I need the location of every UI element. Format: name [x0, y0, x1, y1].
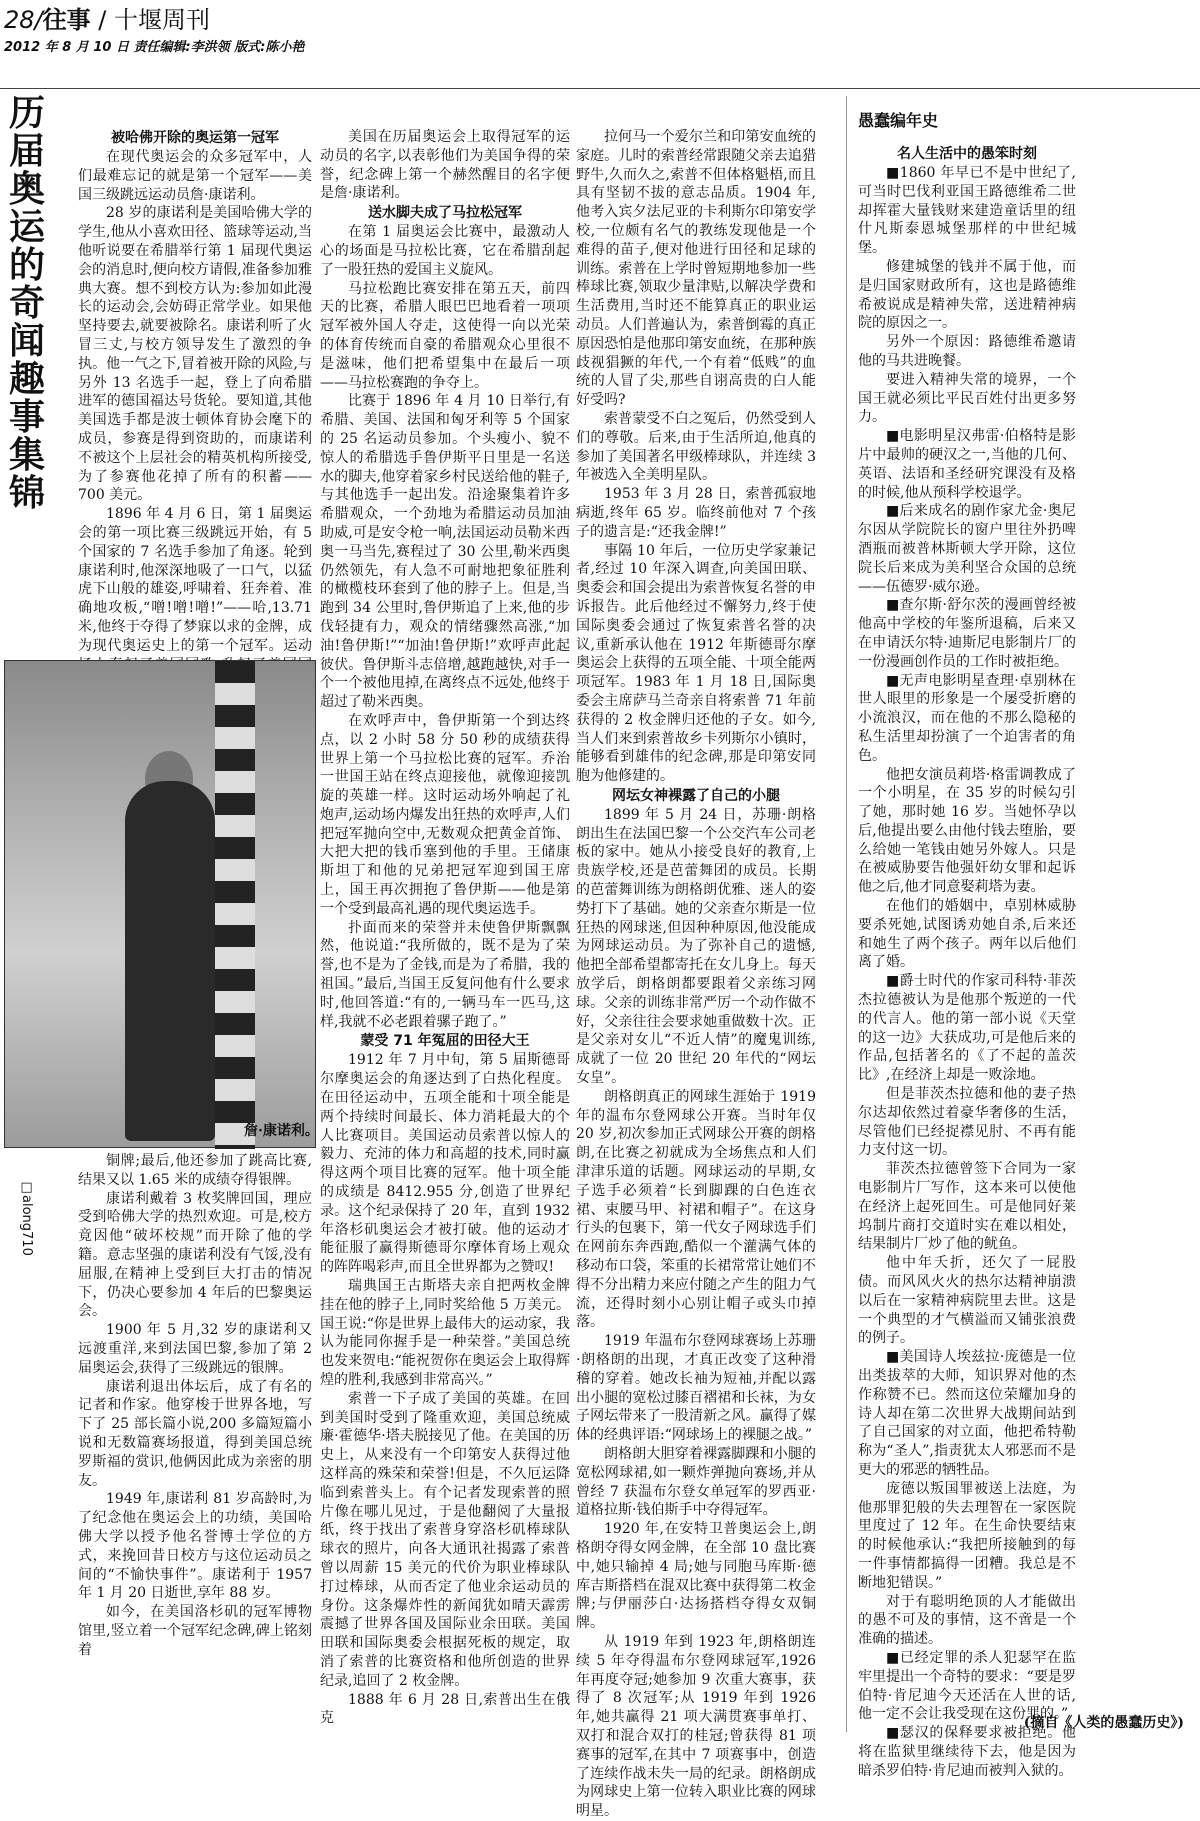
col1b-paragraph: 康诺利戴着 3 枚奖牌回国，理应受到哈佛大学的热烈欢迎。可是,校方竟因他“破坏校规”而开除了他的学籍。意志坚强的康诺利没有气馁,没有屈服,在精神上受到巨大打击的情况下，仍决心要参加 4 年后的巴黎奥运会。	[78, 1190, 312, 1320]
col4-paragraph: 庞德以叛国罪被送上法庭，为他那罪犯般的失去理智在一家医院里度过了 12 年。在生命快要结束的时候他承认:“我把所接触到的每一件事情都搞得一团糟。我总是不断地犯错误。”	[858, 1480, 1076, 1591]
col2-paragraph: 比赛于 1896 年 4 月 10 日举行,有希腊、美国、法国和匈牙利等 5 个国家的 25 名运动员参加。个头瘦小、貌不惊人的希腊选手鲁伊斯平日里是一名送水的脚夫,他穿着家乡村民送给他的鞋子,与其他选手一起出发。沿途聚集着许多希腊观众，一个劲地为希腊运动员加油助威,可是安令枪一响,法国运动员勒米西奥一马当先,赛程过了 30 公里,勒米西奥仍然领先，有人急不可耐地把象征胜利的橄榄枝环套到了他的脖子上。但是,当跑到 34 公里时,鲁伊斯追了上来,他的步伐轻捷有力，观众的情绪骤然高涨,“加油!鲁伊斯!”“加油!鲁伊斯!”欢呼声此起彼伏。鲁伊斯斗志倍增,越跑越快,对手一个一个被他甩掉,在离终点不远处,他终于超过了勒米西奥。	[320, 393, 570, 711]
page-header	[4, 4, 424, 64]
col1-heading: 被哈佛开除的奥运第一冠军	[111, 130, 279, 146]
title-separator: /	[98, 6, 107, 34]
section-name: 往事	[42, 6, 91, 34]
column-4	[858, 144, 1076, 1779]
author-tag: □along710	[19, 1180, 34, 1256]
title-char: 闻	[8, 320, 45, 362]
column-divider	[846, 96, 847, 1732]
title-char: 届	[8, 130, 45, 172]
col4-paragraph: 另外一个原因：路德维希邀请他的马共进晚餐。	[858, 334, 1076, 369]
col1b-paragraph: 如今，在美国洛杉矶的冠军博物馆里,竖立着一个冠军纪念碑,碑上铭刻着	[78, 1604, 312, 1658]
col1b-paragraph: 康诺利退出体坛后，成了有名的记者和作家。他穿梭于世界各地，写下了 25 部长篇小说,200 多篇短篇小说和无数篇赛场报道，得到美国总统罗斯福的赏识,他俩因此成为亲密的朋友。	[78, 1378, 312, 1489]
title-char: 运	[8, 206, 45, 248]
col4-paragraph: 对于有聪明绝顶的人才能做出的愚不可及的事情，这不啻是一个准确的描述。	[858, 1593, 1076, 1648]
column-1-continued	[78, 1152, 312, 1736]
title-char: 趣	[8, 358, 45, 400]
photo-caption: 詹·康诺利。	[244, 1123, 319, 1139]
col2-intro: 美国在历届奥运会上取得冠军的运动员的名字,以表彰他们为美国争得的荣誉，纪念碑上第一个赫然醒目的名字便是詹·康诺利。	[320, 129, 570, 202]
title-char: 奥	[8, 168, 45, 210]
col1b-paragraph: 1949 年,康诺利 81 岁高龄时,为了纪念他在奥运会上的功绩，美国哈佛大学以授予他名誉博士学位的方式，来挽回昔日校方与这位运动员之间的“不愉快事件”。康诺利于 1957 年 1 月 20 日逝世,享年 88 岁。	[78, 1491, 312, 1602]
photo-connolly	[4, 660, 316, 1148]
col4-paragraph: ■查尔斯·舒尔茨的漫画曾经被他高中学校的年鉴所退稿，后来又在申请沃尔特·迪斯尼电影制片厂的一份漫画创作员的工作时被拒绝。	[858, 597, 1076, 670]
col3-paragraph: 朗格朗大胆穿着裸露脚踝和小腿的宽松网球裙,如一颗炸弹抛向赛场,并从曾经 7 获温布尔登女单冠军的罗西亚·道格拉斯·钱伯斯手中夺得冠军。	[576, 1445, 816, 1519]
source-credit: (摘自《人类的愚蠢历史》)	[1023, 1715, 1184, 1731]
title-char: 集	[8, 434, 45, 476]
title-char: 事	[8, 396, 45, 438]
col3-paragraph: 索普蒙受不白之冤后，仍然受到人们的尊敬。后来,由于生活所迫,他真的参加了美国著名甲级棒球队，并连续 3 年被选入全美明星队。	[576, 410, 816, 484]
col2-heading-2: 蒙受 71 年冤屈的田径大王	[360, 1033, 530, 1050]
col3-paragraph: 1953 年 3 月 28 日，索普孤寂地病逝,终年 65 岁。临终前他对 7 个孩子的遗言是:“还我金牌!”	[576, 486, 816, 540]
date-editor-line: 2012 年 8 月 10 日 责任编辑:李洪领 版式:陈小艳	[4, 40, 305, 55]
col2-paragraph: 在欢呼声中，鲁伊斯第一个到达终点，以 2 小时 58 分 50 秒的成绩获得世界上第一个马拉松比赛的冠军。乔治一世国王站在终点迎接他，就像迎接凯旋的英雄一样。这时运动场外响起了礼炮声,运动场内爆发出狂热的欢呼声,人们把冠军抛向空中,无数观众把黄金首饰、大把大把的钱币塞到他的手里。王储康斯坦丁和他的兄弟把冠军迎到国王席上，国王再次拥抱了鲁伊斯——他是第一个受到最高礼遇的现代奥运选手。	[320, 712, 570, 917]
col2-paragraph: 瑞典国王古斯塔夫亲自把两枚金牌挂在他的脖子上,同时奖给他 5 万美元。国王说:“你是世界上最伟大的运动家，我认为能同你握手是一种荣誉。”美国总统也发来贺电:“能祝贺你在奥运会上取得辉煌的胜利,我感到非常高兴。”	[320, 1278, 570, 1388]
col4-heading: 名人生活中的愚笨时刻	[897, 146, 1037, 162]
col4-paragraph: 他把女演员莉塔·格雷调教成了一个小明星，在 35 岁的时候勾引了她，那时她 16 岁。当她怀孕以后,他提出要么由他付钱去堕胎，要么给她一笔钱由她另外嫁人。只是在被威胁要告他强奸幼女罪和起诉他之后,他才同意娶莉塔为妻。	[858, 766, 1076, 896]
header-rule	[0, 88, 1200, 89]
col3-heading: 网坛女神裸露了自己的小腿	[612, 787, 780, 804]
column-3	[576, 128, 816, 1820]
col4-paragraph: 在他们的婚姻中，卓别林威胁要杀死她,试图诱劝她自杀,后来还和她生了两个孩子。两年以后他们离了婚。	[858, 898, 1076, 971]
col3-paragraph: 1899 年 5 月 24 日，苏珊·朗格朗出生在法国巴黎一个公交汽车公司老板的家中。她从小接受良好的教育,上贵族学校,还是芭蕾舞团的成员。长期的芭蕾舞训练为朗格朗优雅、迷人的姿势打下了基础。她的父亲查尔斯是一位狂热的网球迷,但因种种原因,他没能成为网球运动员。为了弥补自己的遗憾,他把全部希望都寄托在女儿身上。每天放学后，朗格朗都要跟着父亲练习网球。父亲的训练非常严厉一个动作做不好，父亲往往会要求她重做数十次。正是父亲对女儿“不近人情”的魔鬼训练,成就了一位 20 世纪 20 年代的“网坛女皇”。	[576, 806, 816, 1087]
col1-paragraph: 1896 年 4 月 6 日，第 1 届奥运会的第一项比赛三级跳远开始，有 5 个国家的 7 名选手参加了角逐。轮到康诺利时,他深深地吸了一口气，以猛虎下山般的雄姿,呼啸着、狂奔着、准确地攻板,“噌!噌!噌!”——哈,13.71 米,他终于夺得了梦寐以求的金牌，成为现代奥运史上的第一个冠军。运动	[78, 506, 312, 654]
col3-paragraph: 1919 年温布尔登网球赛场上苏珊·朗格朗的出现，才真正改变了这种滑稽的穿着。她改长袖为短袖,并配以露出小腿的宽松过膝百褶裙和长袜，为女子网坛带来了一股清新之风。赢得了媒体的经典评语:“网球场上的裸腿之战。”	[576, 1333, 816, 1444]
col1b-paragraph: 1900 年 5 月,32 岁的康诺利又远渡重洋,来到法国巴黎,参加了第 2 届奥运会,获得了三级跳远的银牌。	[78, 1322, 312, 1376]
figure-body	[125, 781, 215, 1141]
col4-paragraph: 但是菲茨杰拉德和他的妻子热尔达却依然过着豪华奢侈的生活，尽管他们已经捉襟见肘、不再有能力支付这一切。	[858, 1086, 1076, 1159]
col3-paragraph: 事隔 10 年后，一位历史学家兼记者,经过 10 年深入调查,向美国田联、奥委会和国会提出为索普恢复名誉的申诉报告。此后他经过不懈努力,终于使国际奥委会通过了恢复索普名誉的决议,重新承认他在 1912 年斯德哥尔摩奥运会上获得的五项全能、十项全能两项冠军。1983 年 1 月 18 日,国际奥委会主席萨马兰奇亲自将索普 71 年前获得的 2 枚金牌归还他的子女。如今,当人们来到索普故乡卡列斯尔小镇时，能够看到雄伟的纪念碑,那是印第安同胞为他修建的。	[576, 542, 816, 785]
col1-paragraph: 在现代奥运会的众多冠军中，人们最难忘记的就是第一个冠军——美国三级跳远运动员詹·康诺利。	[78, 149, 312, 203]
col4-paragraph: ■无声电影明星查理·卓别林在世人眼里的形象是一个屡受折磨的小流浪汉，而在他的不那么隐秘的私生活里却扮演了一个迫害者的角色。	[858, 672, 1076, 764]
page-title	[4, 4, 424, 36]
col4-paragraph: 修建城堡的钱并不属于他，而是归国家财政所有，这也是路德维希被说成是精神失常，送进精神病院的原因之一。	[858, 258, 1076, 332]
col4-paragraph: ■瑟汉的保释要求被拒绝。他将在监狱里继续待下去，他是因为暗杀罗伯特·肯尼迪而被判入狱的。	[858, 1725, 1076, 1779]
column-1	[78, 128, 312, 654]
col4-paragraph: 要进入精神失常的境界，一个国王就必须比平民百姓付出更多努力。	[858, 371, 1076, 426]
col4-paragraph: ■爵士时代的作家司科特·菲茨杰拉德被认为是他那个叛逆的一代的代言人。他的第一部小说《天堂的这一边》大获成功,可是他后来的作品,包括著名的《了不起的盖茨比》,在经济上却是一败涂地。	[858, 973, 1076, 1084]
col3-paragraph: 1920 年,在安特卫普奥运会上,朗格朗夺得女网金牌，在全部 10 盘比赛中,她只输掉 4 局;她与同胞马库斯·德库吉斯搭档在混双比赛中获得第二枚金牌;与伊丽莎白·达扬搭档夺得女双铜牌。	[576, 1521, 816, 1632]
col2-paragraph: 1888 年 6 月 28 日,索普出生在俄克	[320, 1691, 570, 1727]
column-4-title: 愚蠢编年史	[858, 111, 939, 130]
col3-paragraph: 从 1919 年到 1923 年,朗格朗连续 5 年夺得温布尔登网球冠军,1926 年再度夺冠;她参加 9 次重大赛事，获得了 8 次冠军;从 1919 年到 1926 年,她共赢得 21 项大满贯赛事单打、双打和混合双打的桂冠;曾获得 81 项赛事的冠军,在其中 7 项赛事中，创造了连续作战未失一局的纪录。朗格朗成为网球史上第一位转入职业比赛的网球明星。	[576, 1633, 816, 1820]
title-char: 奇	[8, 282, 45, 324]
flag-shape	[215, 661, 255, 1149]
col2-paragraph: 1912 年 7 月中旬，第 5 届斯德哥尔摩奥运会的角逐达到了白热化程度。在田径运动中，五项全能和十项全能是两个持续时间最长、体力消耗最大的个人比赛项目。美国运动员索普以惊人的毅力、充沛的体力和高超的技术,同时赢得这两个项目比赛的冠军。他十项全能的成绩是 8412.955 分,创造了世界纪录。这个纪录保持了 20 年，直到 1932 年洛杉矶奥运会才被打破。他的运动才能征服了赢得斯德哥尔摩体育场上观众的阵阵喝彩声,而且全世界都为之赞叹!	[320, 1052, 570, 1276]
title-char: 锦	[8, 472, 45, 514]
col3-paragraph: 拉何马一个爱尔兰和印第安血统的家庭。儿时的索普经常跟随父亲去追猎野牛,久而久之,索普不但体格魁梧,而且具有坚韧不拔的意志品质。1904 年,他考入宾夕法尼亚的卡利斯尔印第安学校,一位颇有名气的教练发现他是一个难得的苗子,便对他进行田径和足球的训练。索普在上学时曾短期地参加一些棒球比赛,领取少量津贴,以解决学费和生活费用,当时还不能算真正的职业运动员。人们普遍认为，索普倒霉的真正原因恐怕是他那印第安血统，在那种族歧视猖獗的年代,一个有着“低贱”的血统的人冒了尖,那些自诩高贵的白人能好受吗?	[576, 129, 816, 409]
article-title	[6, 94, 48, 512]
col2-paragraph: 在第 1 届奥运会比赛中，最激动人心的场面是马拉松比赛，它在希腊刮起了一股狂热的爱国主义旋风。	[320, 224, 570, 278]
col4-paragraph: 菲茨杰拉德曾签下合同为一家电影制片厂写作，这本来可以使他在经济上起死回生。可是他同好莱坞制片商打交道时实在难以相处，结果制片厂炒了他的鱿鱼。	[858, 1161, 1076, 1253]
col1b-paragraph: 铜牌;最后,他还参加了跳高比赛,结果又以 1.65 米的成绩夺得银牌。	[78, 1153, 312, 1188]
col2-heading-1: 送水脚夫成了马拉松冠军	[368, 205, 522, 222]
col4-paragraph: ■美国诗人埃兹拉·庞德是一位出类拔萃的大师，知识界对他的杰作称赞不已。然而这位荣耀加身的诗人却在第二次世界大战期间站到了自己国家的对立面，他把希特勒称为“圣人”,指责犹太人邪恶而不是更大的邪恶的牺牲品。	[858, 1349, 1076, 1478]
col4-paragraph: ■后来成名的剧作家尤金·奥尼尔因从学院院长的窗户里往外扔啤酒瓶而被普林斯顿大学开除，这位院长后来成为美利坚合众国的总统——伍德罗·威尔逊。	[858, 503, 1076, 595]
title-char: 的	[8, 244, 45, 286]
col4-paragraph: ■已经定罪的杀人犯瑟罕在监牢里提出一个奇特的要求：“要是罗伯特·肯尼迪今天还活在人世的话,他一定不会让我受现在这份罪的。”	[858, 1649, 1076, 1723]
title-char: 历	[8, 92, 45, 134]
col2-paragraph: 索普一下子成了美国的英雄。在回到美国时受到了隆重欢迎，美国总统威廉·霍德华·塔夫脱接见了他。在美国的历史上，从来没有一个印第安人获得过他这样高的殊荣和荣誉!但是，不久厄运降临到索普头上。有个记者发现索普的照片像在哪儿见过，于是他翻阅了大量报纸，终于找出了索普身穿洛杉矶棒球队球衣的照片，向各大通讯社揭露了索普曾以周薪 15 美元的代价为职业棒球队打过棒球，从而否定了他业余运动员的身份。这条爆炸性的新闻犹如晴天霹雳震撼了世界各国及国际业余田联。美国田联和国际奥委会根据死板的规定，取消了索普的比赛资格和他所创造的世界纪录,追回了 2 枚金牌。	[320, 1390, 570, 1689]
col3-paragraph: 朗格朗真正的网球生涯始于 1919 年的温布尔登网球公开赛。当时年仅 20 岁,初次参加正式网球公开赛的朗格朗,在比赛之初就成为全场焦点和人们津津乐道的话题。网球运动的早期,女子选手必须着“长到脚踝的白色连衣裙、束腰马甲、衬裙和帽子”。在这身行头的包裹下，第一代女子网球选手们在网前东奔西跑,酷似一个灌满气体的移动布口袋，笨重的长裙常常让她们不得不分出精力来应付随之产生的阻力气流，还得时刻小心别让帽子或头巾掉落。	[576, 1088, 816, 1331]
col4-paragraph: ■电影明星汉弗雷·伯格特是影片中最帅的硬汉之一,当他的几何、英语、法语和圣经研究课没有及格的时候,他从预科学校退学。	[858, 428, 1076, 501]
column-2	[320, 128, 570, 1736]
col4-paragraph: ■1860 年早已不是中世纪了,可当时巴伐利亚国王路德维希二世却挥霍大量钱财来建造童话里的纽什凡斯泰恩城堡那样的中世纪城堡。	[858, 165, 1076, 257]
page-number: 28/	[4, 6, 43, 34]
col2-paragraph: 马拉松跑比赛安排在第五天，前四天的比赛，希腊人眼巴巴地看着一项项冠军被外国人夺走，这使得一向以光荣的体育传统而自豪的希腊观众心里很不是滋味，他们把希望集中在最后一项——马拉松赛跑的争夺上。	[320, 280, 570, 391]
paper-name: 十堰周刊	[114, 6, 210, 34]
col1-paragraph: 28 岁的康诺利是美国哈佛大学的学生,他从小喜欢田径、篮球等运动,当他听说要在希腊举行第 1 届现代奥运会的消息时,便向校方请假,准备参加雅典大赛。想不到校方认为:参加如此漫长的运动会,会妨碍正常学业。如果他坚持要去,就要被除名。康诺利听了火冒三丈,与校方领导发生了激烈的争执。他一气之下,冒着被开除的风险,与另外 13 名选手一起，登上了向希腊进军的德国福达号货轮。要知道,其他美国选手都是波士顿体育协会麾下的成员，参赛是得到资助的，而康诺利不被这个上层社会的精英机构所接受,为了参赛他花掉了所有的积蓄——700 美元。	[78, 205, 312, 504]
col2-paragraph: 扑面而来的荣誉并未使鲁伊斯飘飘然，他说道:“我所做的，既不是为了荣誉,也不是为了金钱,而是为了希腊，我的祖国。”最后,当国王反复问他有什么要求时,他回答道:“有的,一辆马车一匹马,这样,我就不必老跟着骡子跑了。”	[320, 919, 570, 1030]
col4-paragraph: 他中年夭折，还欠了一屁股债。而风风火火的热尔达精神崩溃以后在一家精神病院里去世。这是一个典型的才气横溢而又铺张浪费的例子。	[858, 1255, 1076, 1347]
